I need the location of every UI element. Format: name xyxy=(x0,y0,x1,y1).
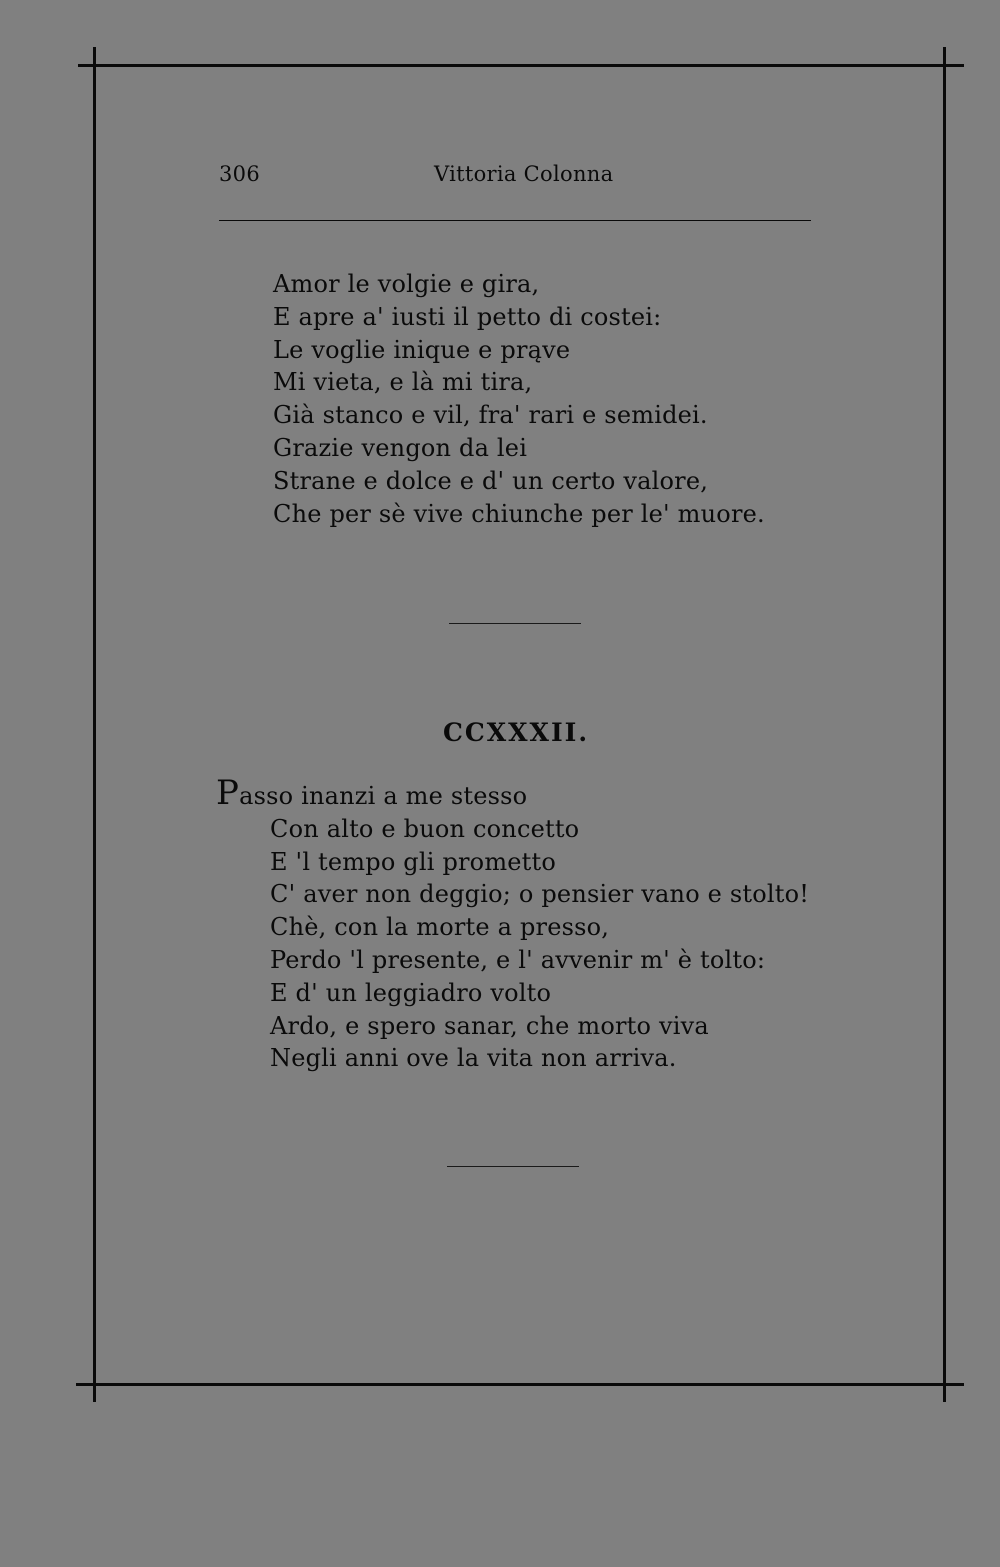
verse-line: Perdo 'l presente, e l' avvenir m' è tolto: xyxy=(270,945,766,974)
poem-heading: CCXXXII. xyxy=(442,718,590,747)
verse-line: Già stanco e vil, fra' rari e semidei. xyxy=(273,401,708,430)
verse-line: E apre a' iusti il petto di costei: xyxy=(273,302,662,331)
verse-line-first-text: asso inanzi a me stesso xyxy=(239,782,528,810)
section-separator xyxy=(447,1166,579,1167)
verse-line: Che per sè vive chiunche per le' muore. xyxy=(273,499,765,528)
verse-line: Chè, con la morte a presso, xyxy=(270,913,610,942)
frame-bottom-rule xyxy=(76,1383,964,1386)
verse-line: Strane e dolce e d' un certo valore, xyxy=(273,466,709,495)
verse-line: E d' un leggiadro volto xyxy=(270,978,552,1007)
verse-line: Grazie vengon da lei xyxy=(273,433,528,462)
header-rule xyxy=(219,220,811,221)
verse-line-first xyxy=(216,773,809,813)
page-number: 306 xyxy=(219,162,260,186)
verse-line: Ardo, e spero sanar, che morto viva xyxy=(270,1011,709,1040)
verse-line: Negli anni ove la vita non arriva. xyxy=(270,1044,677,1073)
drop-cap: P xyxy=(216,773,240,813)
verse-line: Con alto e buon concetto xyxy=(270,814,580,843)
verse-line: Amor le volgie e gira, xyxy=(273,270,540,298)
poem-next xyxy=(216,773,810,1075)
verse-line: E 'l tempo gli prometto xyxy=(270,847,557,876)
verse-line: Mi vieta, e là mi tira, xyxy=(273,368,533,397)
running-title: Vittoria Colonna xyxy=(434,162,614,186)
verse-line: Le voglie inique e prąve xyxy=(273,335,571,364)
frame-top-rule xyxy=(78,64,964,67)
verse-line: C' aver non deggio; o pensier vano e stolto! xyxy=(270,880,810,909)
poem-continued xyxy=(273,268,765,530)
section-separator xyxy=(449,623,581,624)
